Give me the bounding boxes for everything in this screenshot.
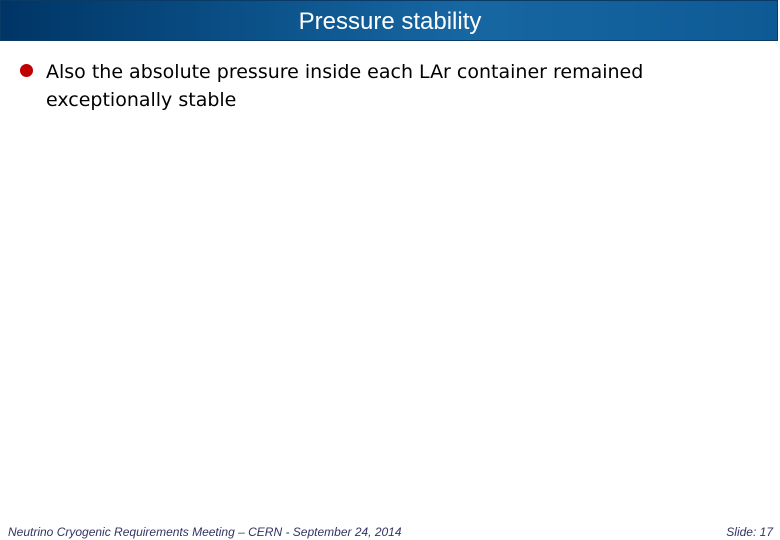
bullet-dot-icon xyxy=(20,64,33,77)
bullet-text: Also the absolute pressure inside each LAr container remained exceptionally stable xyxy=(46,61,644,111)
title-bar xyxy=(0,0,778,41)
footer-meeting-info: Neutrino Cryogenic Requirements Meeting – CERN - September 24, 2014 xyxy=(8,525,402,539)
footer-slide-number: Slide: 17 xyxy=(726,525,773,539)
slide-title: Pressure stability xyxy=(298,8,482,35)
